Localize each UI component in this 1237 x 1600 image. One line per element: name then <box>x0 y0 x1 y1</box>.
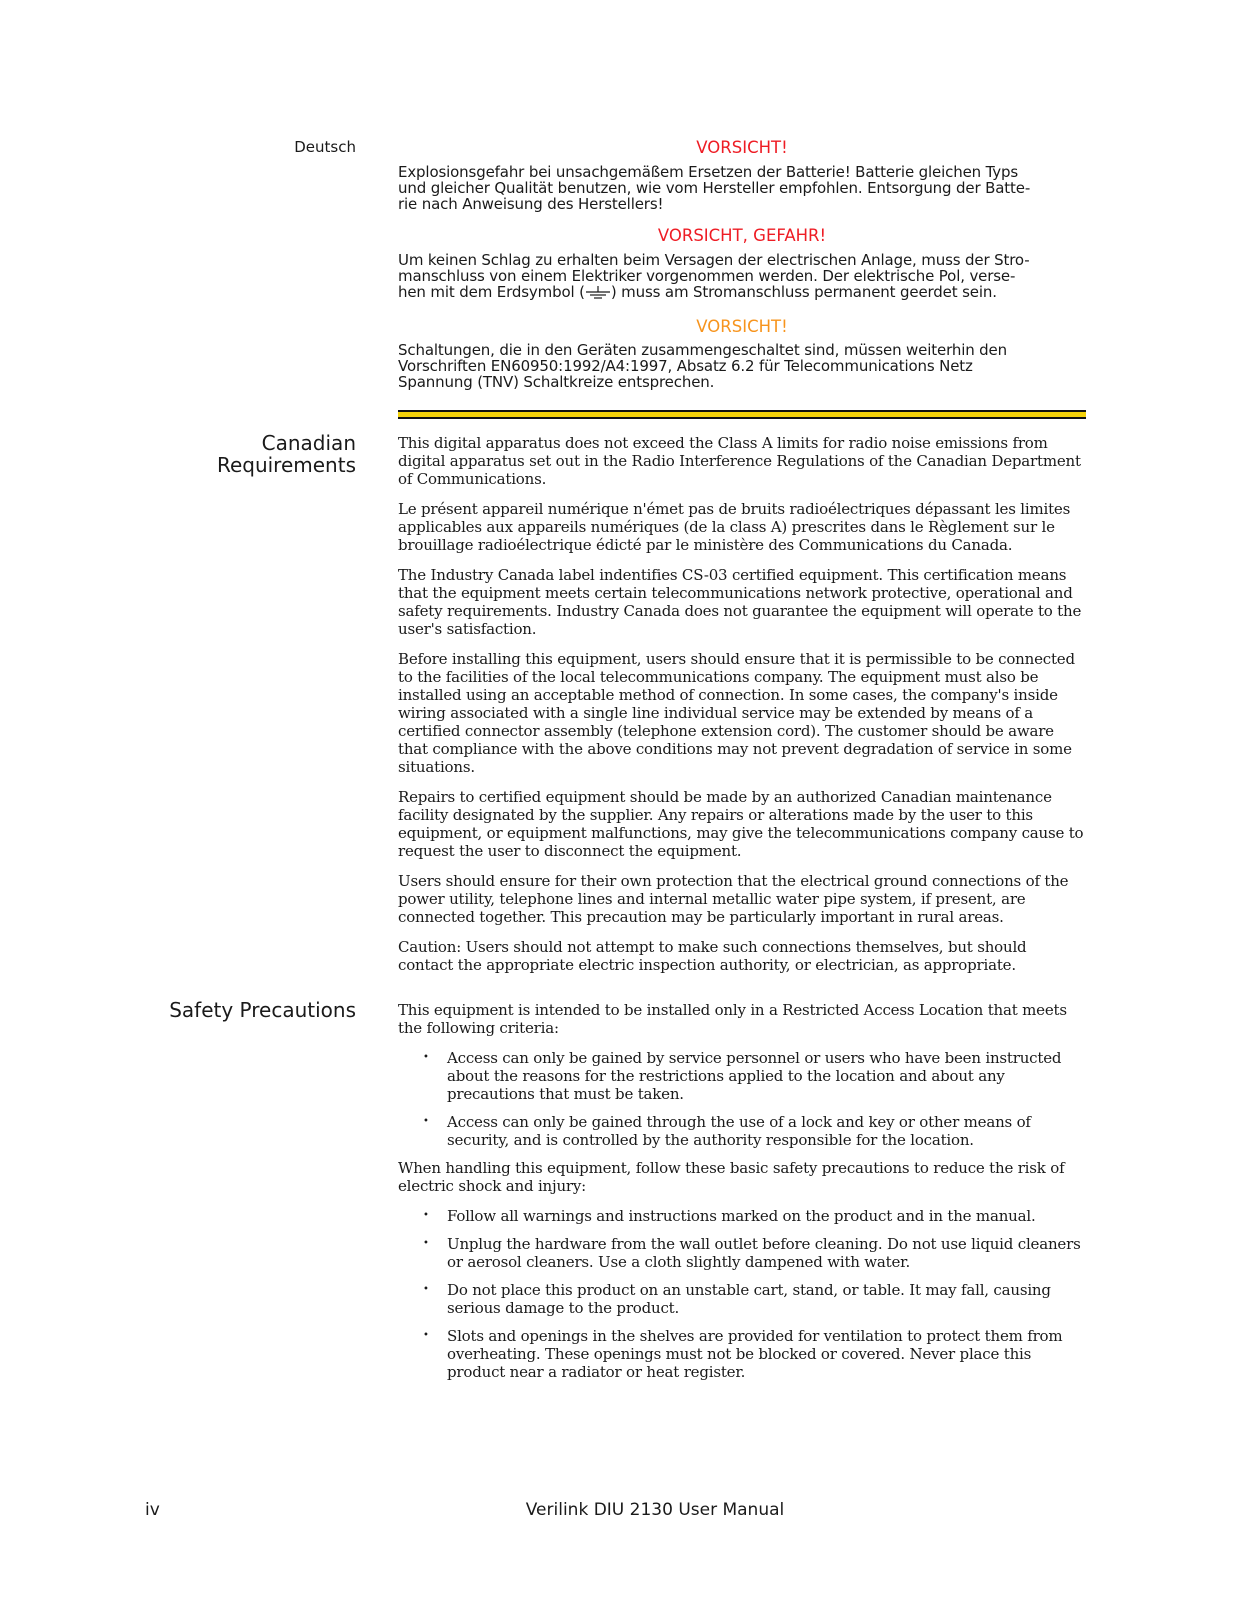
list-item-text: Follow all warnings and instructions marked on the product and in the manual. <box>447 1207 1036 1225</box>
paragraph: Repairs to certified equipment should be made by an authorized Canadian maintenance facility designated by the supplier. Any repairs or alterations made by the user to this equipment, or equipment malfunctions, may give the telecommunications company cause to request the user to disconnect the equipment. <box>398 788 1084 860</box>
paragraph: Le présent appareil numérique n'émet pas de bruits radioélectriques dépassant les limites applicables aux appareils numériques (de la class A) prescrites dans le Règlement sur le brouillage radioélectrique édicté par le ministère des Communications du Canada. <box>398 500 1071 554</box>
list-item-text: Access can only be gained by service personnel or users who have been instructed about the reasons for the restrictions applied to the location and about any precautions that must be taken. <box>447 1049 1062 1103</box>
deutsch-label: Deutsch <box>294 138 356 156</box>
safety-precautions-list <box>398 1207 1086 1381</box>
list-item-text: Access can only be gained through the use of a lock and key or other means of security, and is controlled by the authority responsible for the location. <box>447 1113 1031 1149</box>
bullet-icon: • <box>423 1238 429 1249</box>
heading-line: Requirements <box>216 452 356 477</box>
bullet-icon: • <box>423 1330 429 1341</box>
warning-text-line: manschluss von einem Elektriker vorgenommen werden. Der elektrische Pol, verse- <box>398 266 1016 285</box>
paragraph: Caution: Users should not attempt to make such connections themselves, but should contact the appropriate electric inspection authority, or electrician, as appropriate. <box>398 938 1027 974</box>
list-item-text: Unplug the hardware from the wall outlet before cleaning. Do not use liquid cleaners or aerosol cleaners. Use a cloth slightly dampened with water. <box>447 1235 1081 1271</box>
list-item <box>398 1235 1086 1271</box>
footer-title: Verilink DIU 2130 User Manual <box>525 1500 785 1520</box>
warning-title: VORSICHT, GEFAHR! <box>657 225 827 245</box>
bullet-icon: • <box>423 1210 429 1221</box>
paragraph: This digital apparatus does not exceed the Class A limits for radio noise emissions from digital apparatus set out in the Radio Interference Regulations of the Canadian Department of Communications. <box>398 434 1081 488</box>
paragraph: When handling this equipment, follow these basic safety precautions to reduce the risk of electric shock and injury: <box>398 1159 1065 1195</box>
caution-title: VORSICHT! <box>696 316 788 336</box>
list-item <box>398 1049 1086 1103</box>
warning-block-battery <box>398 138 1086 212</box>
list-item-text: Do not place this product on an unstable cart, stand, or table. It may fall, causing serious damage to the product. <box>447 1281 1051 1317</box>
paragraph: Users should ensure for their own protection that the electrical ground connections of the power utility, telephone lines and internal metallic water pipe system, if present, are connected together. This precaution may be particularly important in rural areas. <box>398 872 1069 926</box>
warning-block-electrical <box>398 226 1086 303</box>
warning-title: VORSICHT! <box>696 138 788 157</box>
warning-text-line: Spannung (TNV) Schaltkreize entsprechen. <box>398 373 715 392</box>
paragraph: The Industry Canada label indentifies CS-03 certified equipment. This certification means that the equipment meets certain telecommunications network protective, operational and safety requirements. Industry Canada does not guarantee the equipment will operate to the user's satisfaction. <box>398 566 1082 638</box>
warning-text-line: Schaltungen, die in den Geräten zusammengeschaltet sind, müssen weiterhin den <box>398 341 1007 360</box>
list-item <box>398 1113 1086 1149</box>
canadian-requirements-body <box>398 434 1086 986</box>
list-item <box>398 1327 1086 1381</box>
heading-line: Canadian <box>261 431 356 455</box>
warning-text-line <box>398 284 1086 303</box>
warning-text-segment: ) muss am Stromanschluss permanent geerdet sein. <box>610 282 997 301</box>
warning-text-line: und gleicher Qualität benutzen, wie vom Hersteller empfohlen. Entsorgung der Batte- <box>398 178 1031 197</box>
warning-text-line: Explosionsgefahr bei unsachgemäßem Ersetzen der Batterie! Batterie gleichen Typs <box>398 162 1019 181</box>
list-item <box>398 1281 1086 1317</box>
warning-text-segment: hen mit dem Erdsymbol ( <box>398 282 585 301</box>
list-item-text: Slots and openings in the shelves are provided for ventilation to protect them from overheating. These openings must not be blocked or covered. Never place this product near a radiator or heat register. <box>447 1327 1063 1381</box>
warning-text-line: rie nach Anweisung des Herstellers! <box>398 194 664 213</box>
paragraph: Before installing this equipment, users should ensure that it is permissible to be connected to the facilities of the local telecommunications company. The equipment must also be installed using an acceptable method of connection. In some cases, the company's inside wiring associated with a single line individual service may be extended by means of a certified connector assembly (telephone extension cord). The customer should be aware that compliance with the above conditions may not prevent degradation of service in some situations. <box>398 650 1075 776</box>
deutsch-warnings <box>398 138 1086 390</box>
paragraph: This equipment is intended to be installed only in a Restricted Access Location that meets the following criteria: <box>398 1001 1067 1037</box>
page-number: iv <box>145 1500 160 1520</box>
canadian-requirements-heading <box>217 433 356 476</box>
safety-precautions-heading: Safety Precautions <box>169 998 356 1022</box>
list-item <box>398 1207 1086 1225</box>
warning-text-line: Vorschriften EN60950:1992/A4:1997, Absatz 6.2 für Telecommunications Netz <box>398 357 973 376</box>
bullet-icon: • <box>423 1116 429 1127</box>
warning-text-line: Um keinen Schlag zu erhalten beim Versagen der electrischen Anlage, muss der Stro- <box>398 250 1030 269</box>
ground-symbol-icon <box>585 286 611 303</box>
bullet-icon: • <box>423 1284 429 1295</box>
section-divider <box>398 410 1086 419</box>
warning-block-tnv <box>398 317 1086 391</box>
bullet-icon: • <box>423 1052 429 1063</box>
restricted-access-criteria-list <box>398 1049 1086 1149</box>
safety-precautions-body <box>398 1001 1086 1391</box>
